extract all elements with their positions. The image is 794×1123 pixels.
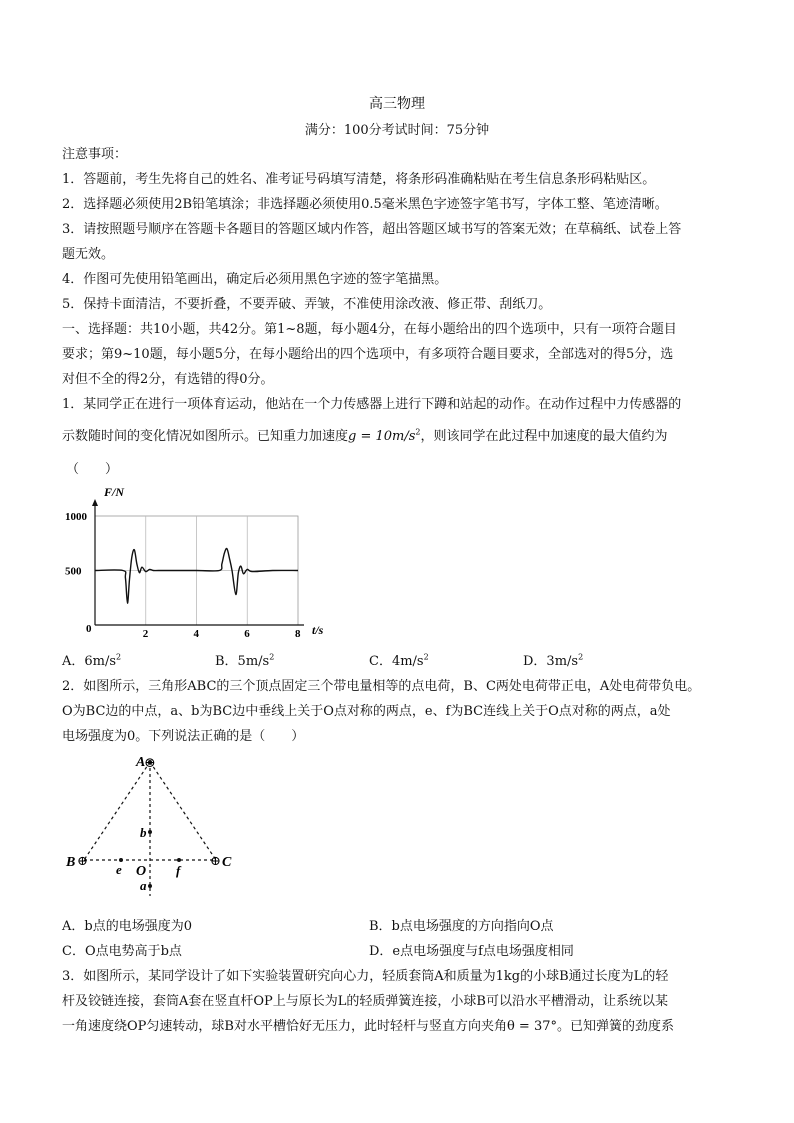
label-b: b bbox=[140, 825, 147, 840]
y-tick-label: 500 bbox=[65, 565, 82, 578]
q2-option-c[interactable]: C．O点电势高于b点 bbox=[62, 944, 182, 959]
side-ab bbox=[84, 762, 150, 860]
notice-item: 1．答题前，考生先将自己的姓名、准考证号码填写清楚，将条形码准确粘贴在考生信息条形码粘贴区。 bbox=[62, 172, 656, 187]
q2-option-b[interactable]: B．b点电场强度的方向指向O点 bbox=[369, 919, 554, 934]
q2-stem: 电场强度为0。下列说法正确的是（ ） bbox=[62, 729, 305, 744]
q2-option-d[interactable]: D．e点电场强度与f点电场强度相同 bbox=[369, 944, 574, 959]
y-axis-arrow-icon bbox=[92, 499, 98, 506]
q3-stem: 一角速度绕OP匀速转动，球B对水平槽恰好无压力，此时轻杆与竖直方向夹角θ = 37°。已知弹簧的劲度系 bbox=[62, 1019, 674, 1034]
label-O: O bbox=[136, 864, 147, 879]
chart-ticks bbox=[65, 511, 301, 640]
q1-option-b[interactable]: B．$5m/s^2$ bbox=[215, 652, 275, 669]
notice-item: 4．作图可先使用铅笔画出，确定后必须用黑色字迹的签字笔描黑。 bbox=[62, 272, 448, 287]
x-tick-label: 6 bbox=[244, 628, 250, 640]
force-time-chart bbox=[60, 482, 340, 642]
notice-item: 2．选择题必须使用2B铅笔填涂；非选择题必须使用0.5毫米黑色字迹签字笔书写，字体工整、笔迹清晰。 bbox=[62, 197, 668, 212]
y-tick-label: 1000 bbox=[65, 511, 87, 523]
q1-stem-part: ，则该同学在此过程中加速度的最大值约为 bbox=[420, 429, 668, 444]
point-f bbox=[177, 858, 181, 862]
triangle-charge-diagram bbox=[60, 748, 260, 900]
x-tick-label: 8 bbox=[295, 628, 301, 640]
page-subtitle: 满分：100分考试时间：75分钟 bbox=[304, 123, 490, 138]
x-axis-label: t/s bbox=[312, 623, 324, 637]
section-instruction: 要求；第9~10题，每小题5分，在每小题给出的四个选项中，有多项符合题目要求，全部选对的得5分，选 bbox=[62, 347, 674, 362]
y-axis-label: F/N bbox=[104, 485, 125, 499]
notice-item: 5．保持卡面清洁，不要折叠，不要弄破、弄皱，不准使用涂改液、修正带、刮纸刀。 bbox=[62, 297, 552, 312]
origin-label: 0 bbox=[86, 623, 92, 635]
q3-stem: 3．如图所示，某同学设计了如下实验装置研究向心力，轻质套筒A和质量为1kg的小球B通过长度为L的轻 bbox=[62, 969, 669, 984]
x-tick-label: 4 bbox=[193, 628, 199, 640]
label-A: A bbox=[136, 755, 146, 770]
section-instruction: 一、选择题：共10小题，共42分。第1~8题，每小题4分，在每小题给出的四个选项中，只有一项符合题目 bbox=[62, 322, 677, 337]
q1-stem-2 bbox=[62, 425, 668, 444]
positive-charge-icon: ⊕ bbox=[77, 853, 88, 868]
point-b bbox=[148, 830, 152, 834]
label-e: e bbox=[116, 862, 122, 877]
chart-grid bbox=[92, 499, 304, 625]
side-ac bbox=[150, 762, 216, 860]
q1-option-c[interactable]: C．$4m/s^2$ bbox=[369, 652, 429, 669]
q1-stem-part: 示数随时间的变化情况如图所示。已知重力加速度 bbox=[62, 429, 349, 444]
q1-option-d[interactable]: D．$3m/s^2$ bbox=[523, 652, 584, 669]
point-a bbox=[148, 884, 152, 888]
q1-option-a[interactable]: A．$6m/s^2$ bbox=[62, 652, 122, 669]
notice-heading: 注意事项： bbox=[62, 147, 128, 162]
page-title: 高三物理 bbox=[369, 96, 425, 112]
q2-stem: 2．如图所示，三角形ABC的三个顶点固定三个带电量相等的点电荷，B、C两处电荷带正电，A处电荷带负电。 bbox=[62, 679, 701, 694]
q1-stem: 1．某同学正在进行一项体育运动，他站在一个力传感器上进行下蹲和站起的动作。在动作过程中力传感器的 bbox=[62, 397, 682, 412]
notice-item: 3．请按照题号顺序在答题卡各题目的答题区域内作答，超出答题区域书写的答案无效；在草稿纸、试卷上答 bbox=[62, 222, 682, 237]
x-tick-label: 2 bbox=[142, 628, 149, 640]
q1-sup: 2 bbox=[415, 427, 421, 437]
notice-item: 题无效。 bbox=[62, 247, 115, 262]
q2-option-a[interactable]: A．b点的电场强度为0 bbox=[62, 919, 192, 934]
positive-charge-icon: ⊕ bbox=[210, 853, 221, 868]
q3-stem: 杆及铰链连接，套筒A套在竖直杆OP上与原长为L的轻质弹簧连接，小球B可以沿水平槽滑动，让系统以某 bbox=[62, 994, 668, 1009]
label-f: f bbox=[176, 863, 181, 878]
label-B: B bbox=[66, 855, 76, 870]
q1-equation: g = 10m/s bbox=[348, 429, 416, 444]
label-a: a bbox=[140, 878, 147, 893]
q1-answer-blank: （ ） bbox=[66, 462, 119, 477]
negative-charge-icon: ⊖ bbox=[144, 756, 156, 771]
section-instruction: 对但不全的得2分，有选错的得0分。 bbox=[62, 372, 274, 387]
label-C: C bbox=[222, 855, 232, 870]
q2-stem: O为BC边的中点，a、b为BC边中垂线上关于O点对称的两点，e、f为BC连线上关于O点对称的两点，a处 bbox=[62, 704, 671, 719]
